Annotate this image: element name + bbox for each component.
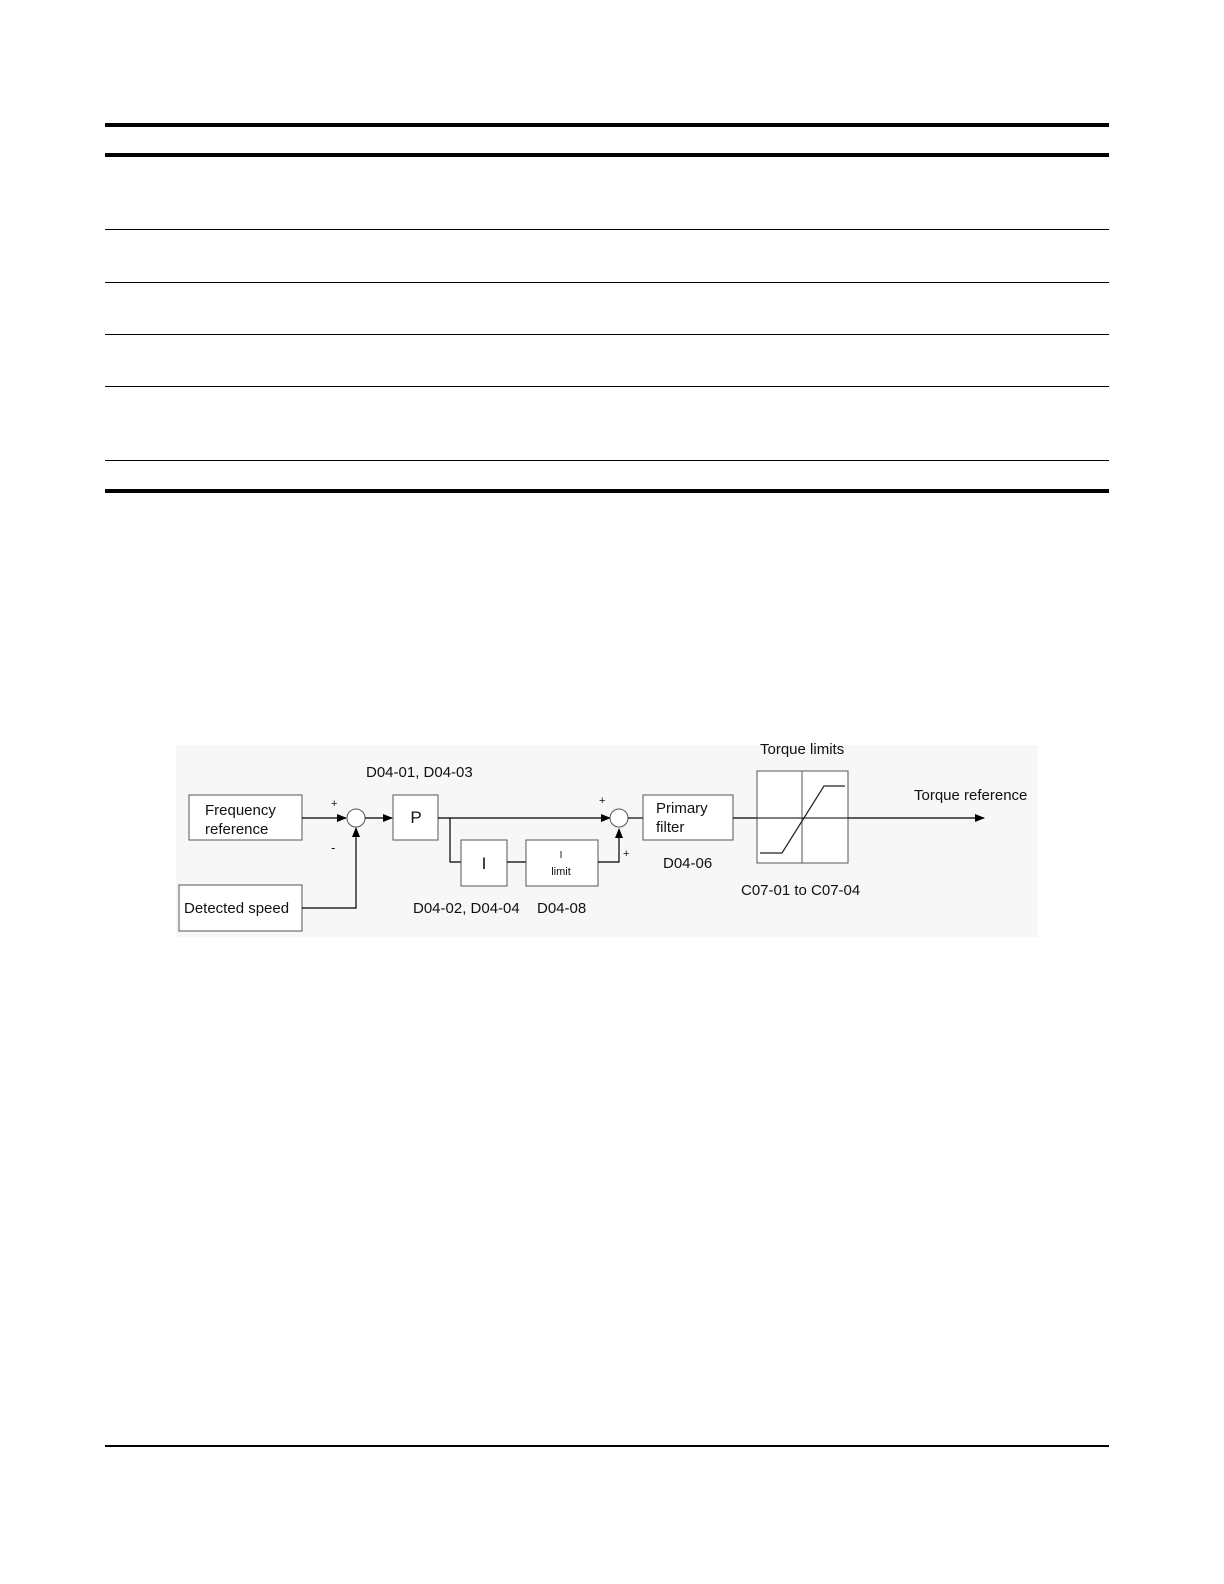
i-limit-block [526, 840, 598, 886]
sum2-plus-sign-i: + [623, 848, 630, 860]
footer-rule [105, 1445, 1109, 1447]
i-limit-label-line1: I [559, 850, 563, 861]
frequency-reference-label-line1: Frequency [205, 802, 276, 819]
torque-limit-params-label: C07-01 to C07-04 [741, 882, 861, 899]
summing-junction-1 [347, 809, 365, 827]
sum1-plus-sign: + [331, 798, 338, 810]
table-row-divider [105, 229, 1109, 230]
filter-param-label: D04-06 [663, 855, 713, 872]
torque-reference-label: Torque reference [914, 787, 1028, 804]
i-params-label: D04-02, D04-04 [413, 900, 520, 917]
primary-filter-label-line2: filter [656, 819, 685, 836]
table-row-divider [105, 386, 1109, 387]
table-bottom-rule [105, 489, 1109, 493]
torque-limits-label: Torque limits [760, 741, 845, 758]
summing-junction-2 [610, 809, 628, 827]
frequency-reference-block [189, 795, 302, 840]
i-limit-param-label: D04-08 [537, 900, 587, 917]
sum2-plus-sign-p: + [599, 795, 606, 807]
sum1-minus-sign: - [331, 840, 336, 855]
table-row-divider [105, 460, 1109, 461]
detected-speed-block [179, 885, 302, 931]
detected-speed-label: Detected speed [184, 900, 290, 917]
table-row-divider [105, 334, 1109, 335]
torque-limit-block [757, 771, 848, 863]
table-row-divider [105, 282, 1109, 283]
p-block-label: P [410, 808, 422, 827]
p-block [393, 795, 438, 840]
primary-filter-block [643, 795, 733, 840]
speed-control-block-diagram [170, 735, 1050, 945]
i-limit-label-line2: limit [551, 866, 571, 878]
i-block [461, 840, 507, 886]
primary-filter-label-line1: Primary [656, 800, 708, 817]
table-top-rule [105, 123, 1109, 127]
i-block-label: I [481, 854, 487, 873]
p-params-label: D04-01, D04-03 [366, 764, 473, 781]
table-header-rule [105, 153, 1109, 157]
frequency-reference-label-line2: reference [205, 821, 269, 838]
